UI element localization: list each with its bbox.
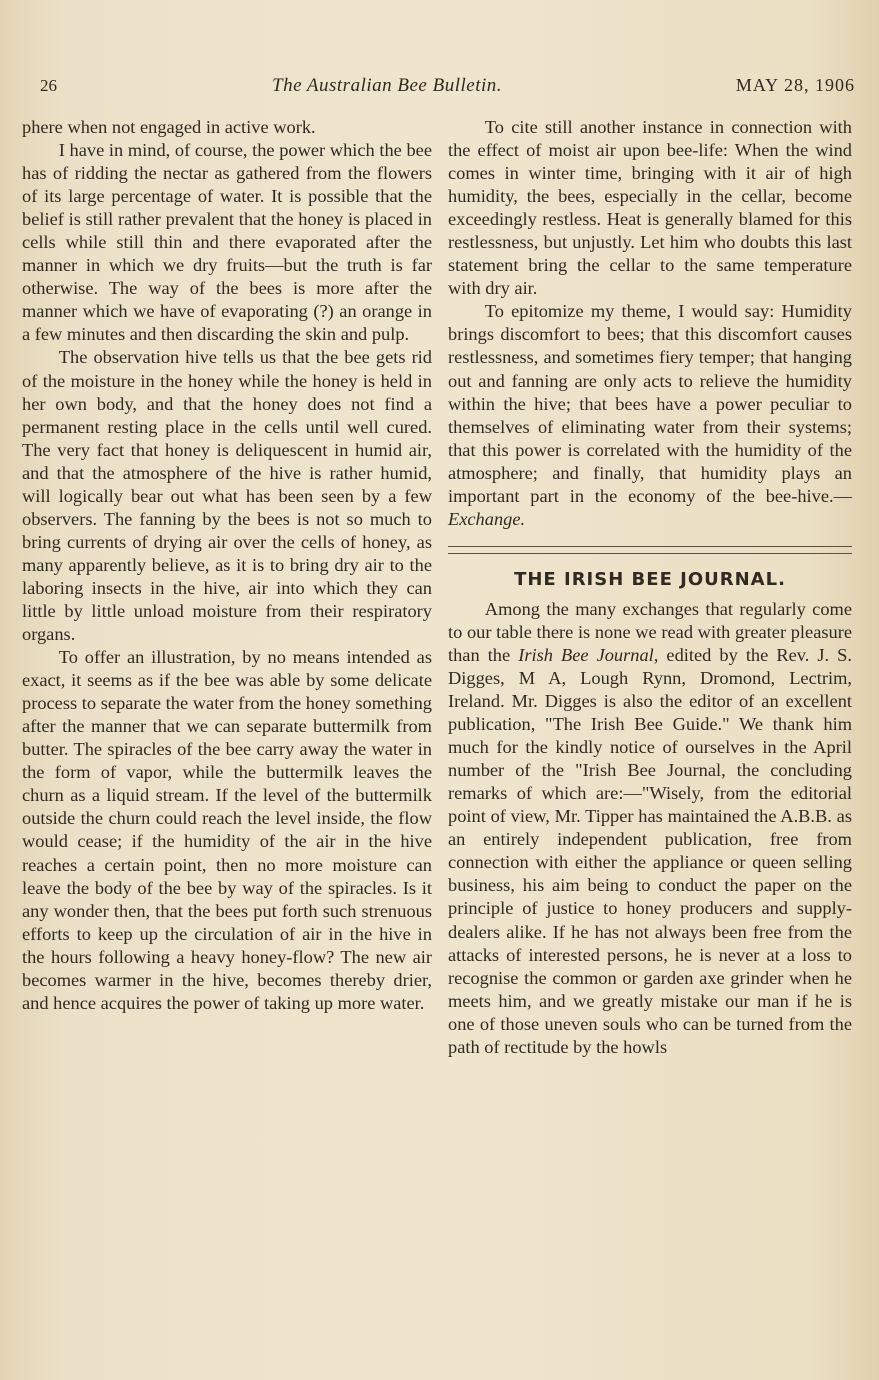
- paragraph: To offer an illustration, by no means intended as exact, it seems as if the bee was able by some delicate process to separate the water from the honey something after the manner that we can separate buttermilk from butter. The spiracles of the bee carry away the water in the form of vapor, while the buttermilk leaves the churn as a liquid stream. If the level of the buttermilk outside the churn could reach the level inside, the flow would cease; if the humidity of the air in the hive reaches a certain point, then no more moisture can leave the body of the bee by way of the spiracles. Is it any wonder then, that the bees put forth such strenuous efforts to keep up the circulation of air in the hive in the hours following a heavy honey-flow? The new air becomes warmer in the hive, becomes thereby drier, and hence acquires the power of taking up more water.: [22, 647, 432, 1013]
- left-column: [22, 116, 432, 1015]
- right-column: [448, 116, 852, 1059]
- page-header: [40, 72, 855, 102]
- paragraph-text: To epitomize my theme, I would say: Humidity brings discomfort to bees; that this discomfort causes restlessness, and sometimes fiery temper; that hanging out and fanning are only acts to relieve the humidity within the hive; that bees have a power peculiar to themselves of eliminating water from their systems; that this power is correlated with the humidity of the atmosphere; and finally, that humidity plays an important part in the economy of the bee-hive.—: [448, 301, 852, 506]
- paragraph-text: Among the many exchanges that regularly come to our table there is none we read with greater pleasure than the: [448, 598, 852, 665]
- paragraph-text: edited by the Rev. J. S. Digges, M A, Lough Rynn, Dromond, Lectrim, Ireland. Mr. Digges is also the editor of an excellent publication, "The Irish Bee Guide." We thank him much for the kindly notice of ourselves in the April number of the "Irish Bee Journal, the concluding remarks of which are:—"Wisely, from the editorial point of view, Mr. Tipper has maintained the A.B.B. as an entirely independent publication, free from connection with either the appliance or queen selling business, his aim being to conduct the paper on the principle of justice to honey producers and supply-dealers alike. If he has not always been free from the attacks of interested persons, he is never at a loss to recognise the common or garden axe grinder when he meets him, and we greatly mistake our man if he is one of those uneven souls who can be turned from the path of rectitude by the howls: [448, 644, 852, 1057]
- paragraph: I have in mind, of course, the power which the bee has of ridding the nectar as gathered from the flowers of its large percentage of water. It is possible that the belief is still rather prevalent that the honey is placed in cells while still thin and there evaporated after the manner in which we dry fruits—but the truth is far otherwise. The way of the bees is more after the manner which we have of evaporating (?) an orange in a few minutes and then discarding the skin and pulp.: [22, 140, 432, 345]
- paragraph: [448, 598, 852, 1059]
- journal-title: The Australian Bee Bulletin.: [272, 75, 503, 96]
- paragraph: To cite still another instance in connection with the effect of moist air upon bee-life: When the wind comes in winter time, bringing with it air of high humidity, the bees, especially in the cellar, become exceedingly restless. Heat is generally blamed for this restlessness, but unjustly. Let him who doubts this last statement bring the cellar to the same temperature with dry air.: [448, 117, 852, 299]
- paragraph: [448, 300, 852, 530]
- section-divider: [448, 546, 852, 554]
- section-heading: THE IRISH BEE JOURNAL.: [514, 568, 786, 590]
- source-attribution: Exchange.: [448, 508, 526, 529]
- paragraph: The observation hive tells us that the bee gets rid of the moisture in the honey while the honey is held in her own body, and that the honey does not find a permanent resting place in the cells until well cured. The very fact that honey is deliquescent in humid air, and that the atmosphere of the hive is rather humid, will logically bear out what has been seen by a few observers. The fanning by the bees is not so much to bring currents of drying air over the cells of honey, as many apparently believe, as it is to bring dry air to the laboring insects in the hive, air into which they can little by little unload moisture from their respiratory organs.: [22, 347, 432, 645]
- page-number: 26: [40, 76, 57, 95]
- paragraph: phere when not engaged in active work.: [22, 117, 316, 137]
- issue-date: MAY 28, 1906: [735, 75, 855, 95]
- journal-name: Irish Bee Journal,: [518, 644, 659, 665]
